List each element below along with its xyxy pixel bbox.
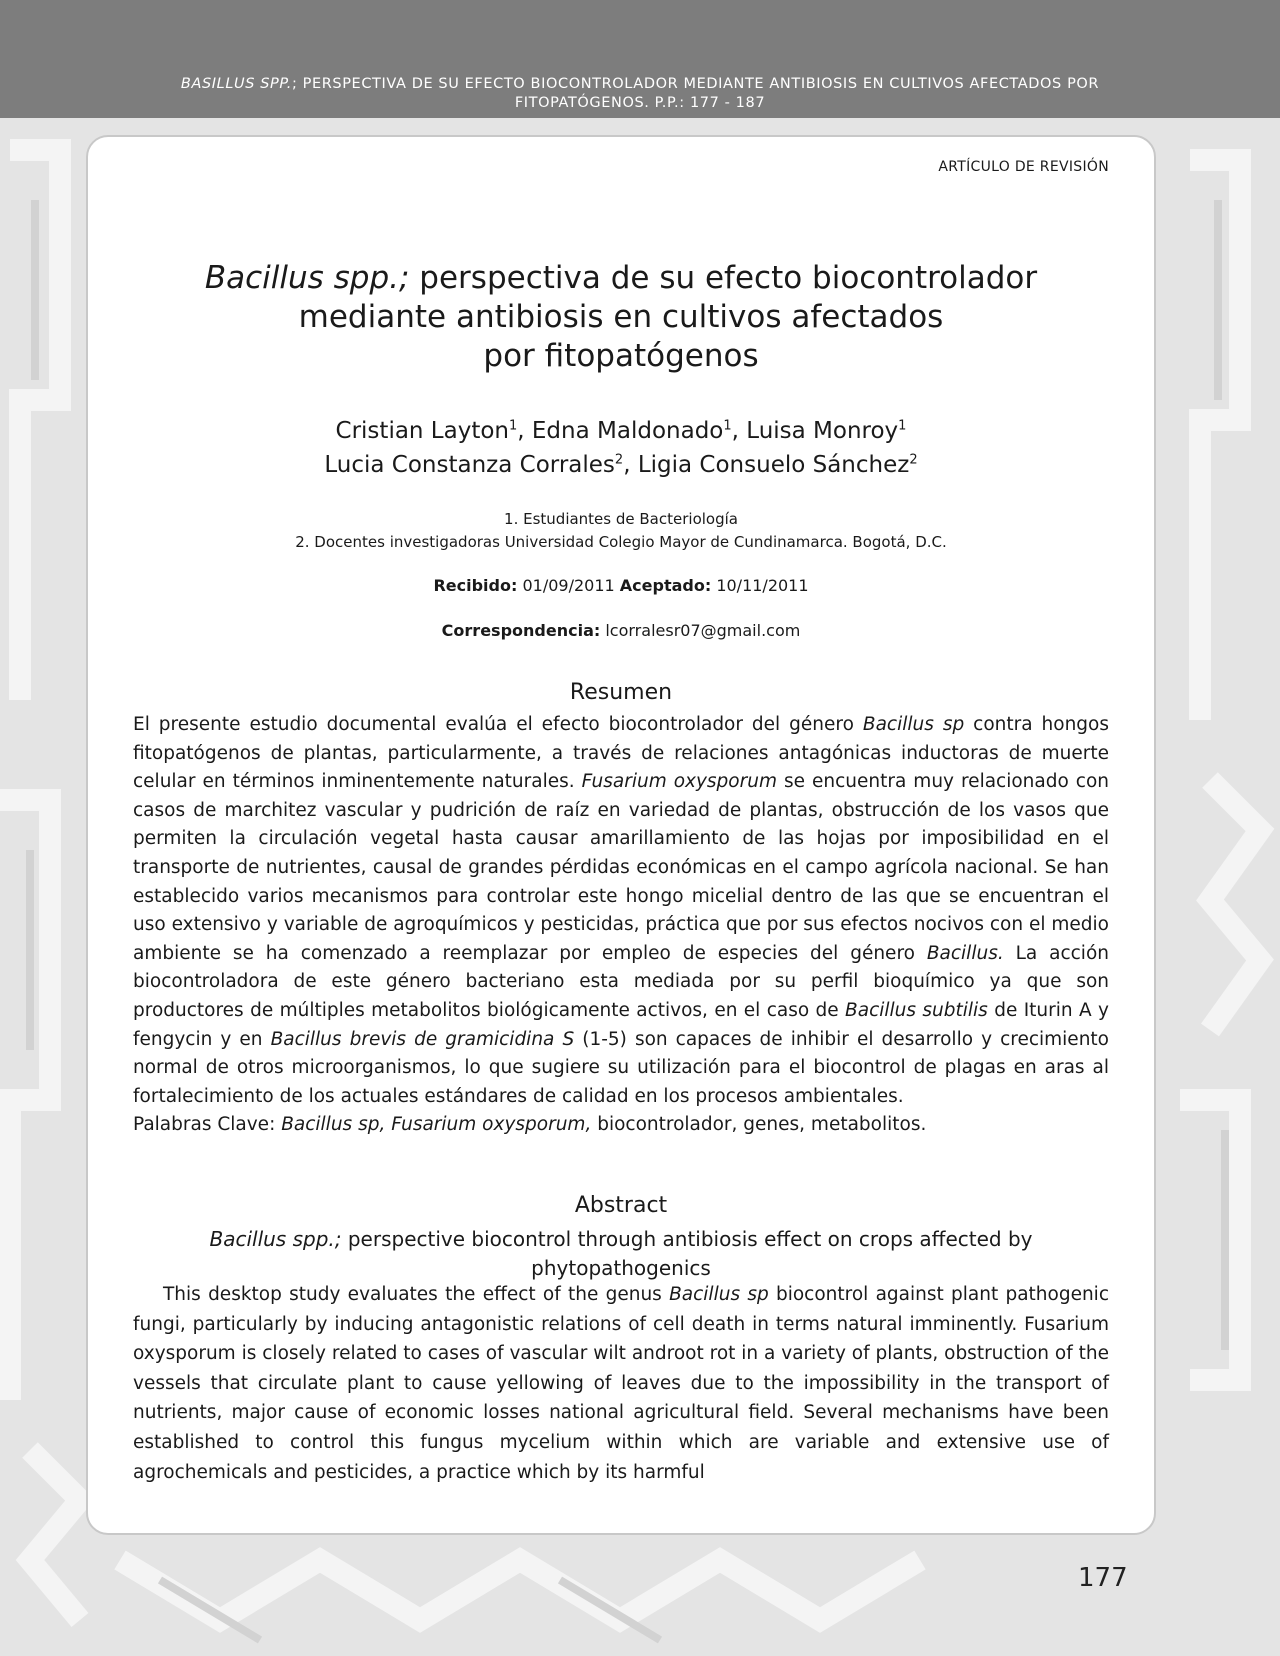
author-5: , Ligia Consuelo Sánchez — [623, 452, 910, 478]
correspondence-label: Correspondencia: — [441, 621, 601, 640]
resumen-text-2: contra hongos fitopatógenos de plantas, particularmente, a través de relaciones antagónicas inductoras de muerte celular en términos inminentemente naturales. — [133, 714, 1109, 793]
running-header-pages: FITOPATÓGENOS. P.P.: 177 - 187 — [514, 95, 766, 111]
article-type-label: ARTÍCULO DE REVISIÓN — [938, 159, 1109, 175]
submission-dates — [133, 576, 1109, 595]
abstract-body — [133, 1280, 1109, 1487]
correspondence-email: lcorralesr07@gmail.com — [600, 621, 801, 640]
resumen-italic-2: Fusarium oxysporum — [581, 771, 777, 793]
abstract-text-2: biocontrol against plant pathogenic fungi, particularly by inducing antagonistic relations of cell death in terms natural imminently. Fusarium oxysporum is closely related to cases of vascular wilt androot rot in a variety of plants, obstruction of the vessels that circulate plant to cause yellowing of leaves due to the impossibility in the transport of nutrients, major cause of economic losses national agricultural field. Several mechanisms have been established to control this fungus mycelium within which are variable and extensive use of agrochemicals and pesticides, a practice which by its harmful — [133, 1284, 1109, 1483]
author-2: , Edna Maldonado — [517, 418, 724, 444]
accepted-label: Aceptado: — [619, 576, 712, 595]
accepted-date: 10/11/2011 — [711, 576, 809, 595]
keywords-label: Palabras Clave — [133, 1114, 270, 1136]
abstract-title-line2: phytopathogenics — [531, 1256, 711, 1280]
resumen-italic-3: Bacillus. — [926, 942, 1004, 964]
title-line2: mediante antibiosis en cultivos afectados — [298, 299, 944, 335]
affiliation-1: 1. Estudiantes de Bacteriología — [504, 510, 738, 528]
author-5-affil: 2 — [909, 452, 918, 468]
keywords-colon: : — [269, 1114, 282, 1136]
resumen-italic-4: Bacillus subtilis — [845, 999, 988, 1021]
resumen-text-4: La acción biocontroladora de este género bacteriano esta mediada por su perfil bioquímico ya que son productores de múltiples metabolitos biológicamente activos, en el caso de — [133, 942, 1109, 1021]
authors — [133, 414, 1109, 482]
abstract-title-line1: perspective biocontrol through antibiosis effect on crops affected by — [341, 1227, 1033, 1251]
resumen-paragraph — [133, 711, 1109, 1111]
resumen-text-3: se encuentra muy relacionado con casos de marchitez vascular y pudrición de raíz en variedad de plantas, obstrucción de los vasos que permiten la circulación vegetal hasta causar amarillamiento de las hojas por imposibilidad en el transporte de nutrientes, causal de grandes pérdidas económicas en el campo agrícola nacional. Se han establecido varios mecanismos para controlar este hongo micelial dentro de las que se encuentran el uso extensivo y variable de agroquímicos y pesticidas, práctica que por sus efectos nocivos con el medio ambiente se ha comenzado a reemplazar por empleo de especies del género — [133, 771, 1110, 964]
abstract-title — [133, 1225, 1109, 1283]
abstract-text-1: This desktop study evaluates the effect of the genus — [163, 1284, 670, 1305]
author-3-affil: 1 — [898, 418, 907, 434]
author-4-affil: 2 — [614, 452, 624, 468]
correspondence — [133, 621, 1109, 640]
resumen-body — [133, 711, 1109, 1140]
keywords-italic: Bacillus sp, Fusarium oxysporum, — [281, 1114, 592, 1136]
keywords — [133, 1111, 1109, 1140]
resumen-italic-1: Bacillus sp — [862, 714, 965, 735]
received-label: Recibido: — [433, 576, 518, 595]
author-4: Lucia Constanza Corrales — [324, 452, 615, 478]
author-3: , Luisa Monroy — [731, 418, 899, 444]
running-header — [100, 75, 1180, 113]
resumen-text-5: de Iturin A y fengycin y en — [133, 999, 1109, 1050]
author-1: Cristian Layton — [335, 418, 509, 444]
received-date: 01/09/2011 — [517, 576, 620, 595]
page-card — [86, 135, 1156, 1535]
resumen-text-1: El presente estudio documental evalúa el efecto biocontrolador del género — [133, 714, 863, 735]
affiliation-2: 2. Docentes investigadoras Universidad Colegio Mayor de Cundinamarca. Bogotá, D.C. — [295, 533, 947, 551]
abstract-paragraph — [133, 1280, 1109, 1487]
article-title — [133, 259, 1109, 376]
running-header-genus: BASILLUS SPP. — [180, 76, 292, 92]
abstract-title-genus: Bacillus spp.; — [209, 1227, 342, 1251]
resumen-italic-5: Bacillus brevis de gramicidina S — [270, 1028, 575, 1050]
running-header-title: ; PERSPECTIVA DE SU EFECTO BIOCONTROLADOR MEDIANTE ANTIBIOSIS EN CULTIVOS AFECTADOS POR — [291, 76, 1100, 92]
keywords-rest: biocontrolador, genes, metabolitos. — [591, 1114, 927, 1136]
author-2-affil: 1 — [723, 418, 732, 434]
author-1-affil: 1 — [509, 418, 518, 434]
title-line3: por fitopatógenos — [483, 338, 759, 374]
abstract-italic-1: Bacillus sp — [669, 1284, 769, 1305]
title-line1: perspectiva de su efecto biocontrolador — [409, 260, 1038, 296]
abstract-heading: Abstract — [574, 1193, 668, 1218]
page-number: 177 — [1078, 1563, 1128, 1593]
affiliations — [133, 508, 1109, 554]
resumen-text-6: (1-5) son capaces de inhibir el desarrollo y crecimiento normal de otros microorganismos, lo que sugiere su utilización para el biocontrol de plagas en aras al fortalecimiento de los actuales estándares de calidad en los procesos ambientales. — [133, 1028, 1109, 1107]
title-genus: Bacillus spp.; — [204, 260, 410, 296]
resumen-heading: Resumen — [569, 680, 673, 705]
